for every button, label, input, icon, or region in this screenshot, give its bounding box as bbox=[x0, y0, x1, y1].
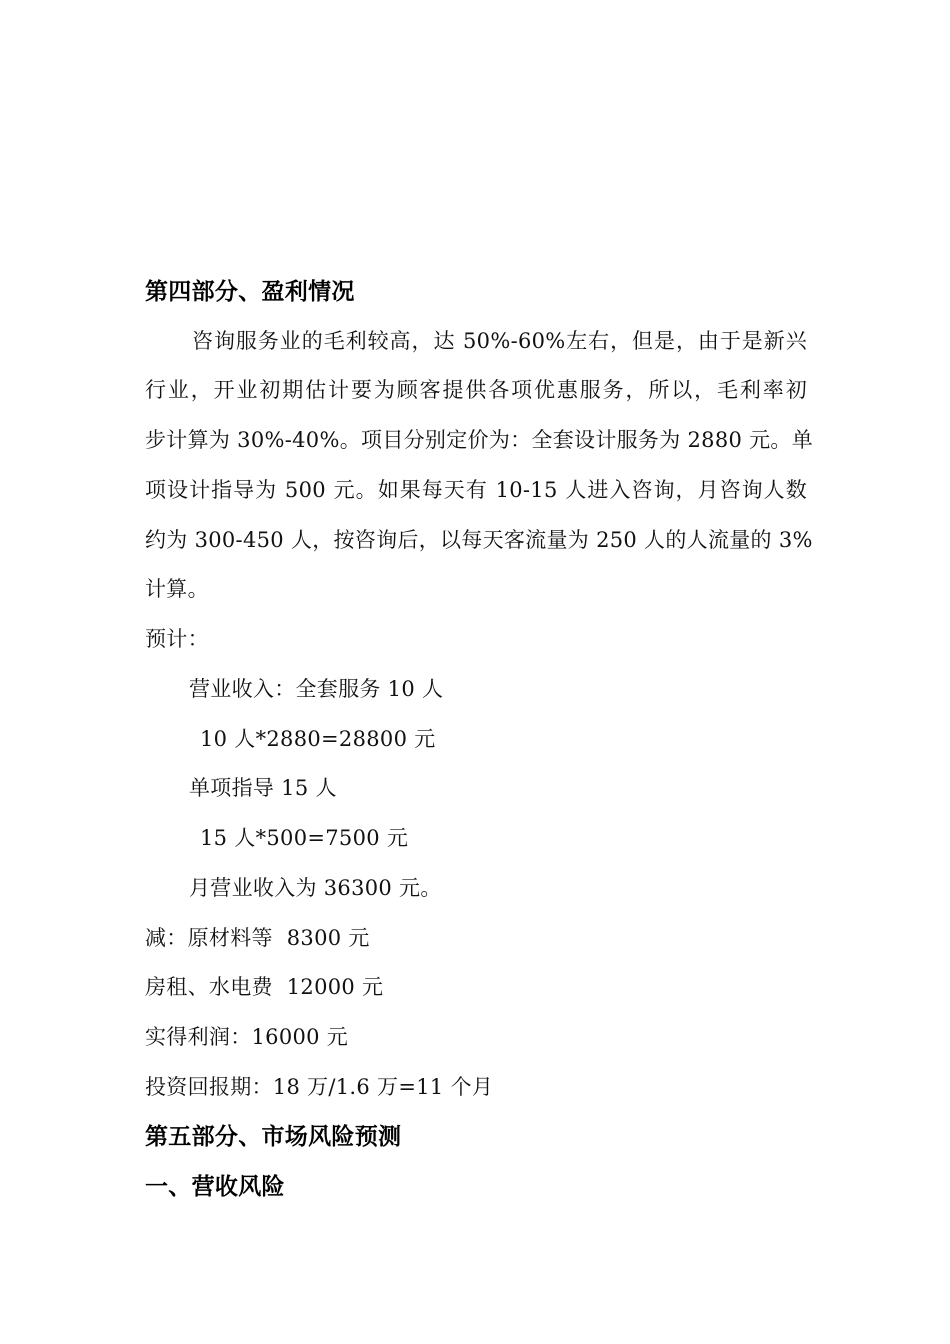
revenue-full-service: 营业收入：全套服务 10 人 bbox=[189, 677, 444, 701]
deduction-materials: 减：原材料等 8300 元 bbox=[145, 926, 370, 950]
single-guidance: 单项指导 15 人 bbox=[189, 776, 337, 800]
paragraph-line-5: 约为 300-450 人，按咨询后，以每天客流量为 250 人的人流量的 3% bbox=[145, 528, 813, 552]
paragraph-line-4: 项设计指导为 500 元。如果每天有 10-15 人进入咨询，月咨询人数 bbox=[145, 478, 807, 502]
single-guidance-calc: 15 人*500=7500 元 bbox=[200, 826, 409, 850]
payback-period: 投资回报期：18 万/1.6 万=11 个月 bbox=[145, 1075, 494, 1099]
deduction-rent-utilities: 房租、水电费 12000 元 bbox=[145, 975, 384, 999]
paragraph-line-2: 行业，开业初期估计要为顾客提供各项优惠服务，所以，毛利率初 bbox=[145, 378, 807, 402]
paragraph-line-6: 计算。 bbox=[145, 577, 209, 601]
forecast-label: 预计： bbox=[145, 627, 209, 651]
section-5-heading: 第五部分、市场风险预测 bbox=[145, 1124, 402, 1150]
subsection-revenue-risk-heading: 一、营收风险 bbox=[145, 1174, 285, 1200]
revenue-full-service-calc: 10 人*2880=28800 元 bbox=[200, 727, 436, 751]
section-4-heading: 第四部分、盈利情况 bbox=[145, 279, 355, 305]
monthly-revenue: 月营业收入为 36300 元。 bbox=[189, 876, 442, 900]
paragraph-line-1: 咨询服务业的毛利较高，达 50%-60%左右，但是，由于是新兴 bbox=[192, 329, 807, 353]
paragraph-line-3: 步计算为 30%-40%。项目分别定价为：全套设计服务为 2880 元。单 bbox=[145, 428, 814, 452]
net-profit: 实得利润：16000 元 bbox=[145, 1025, 349, 1049]
